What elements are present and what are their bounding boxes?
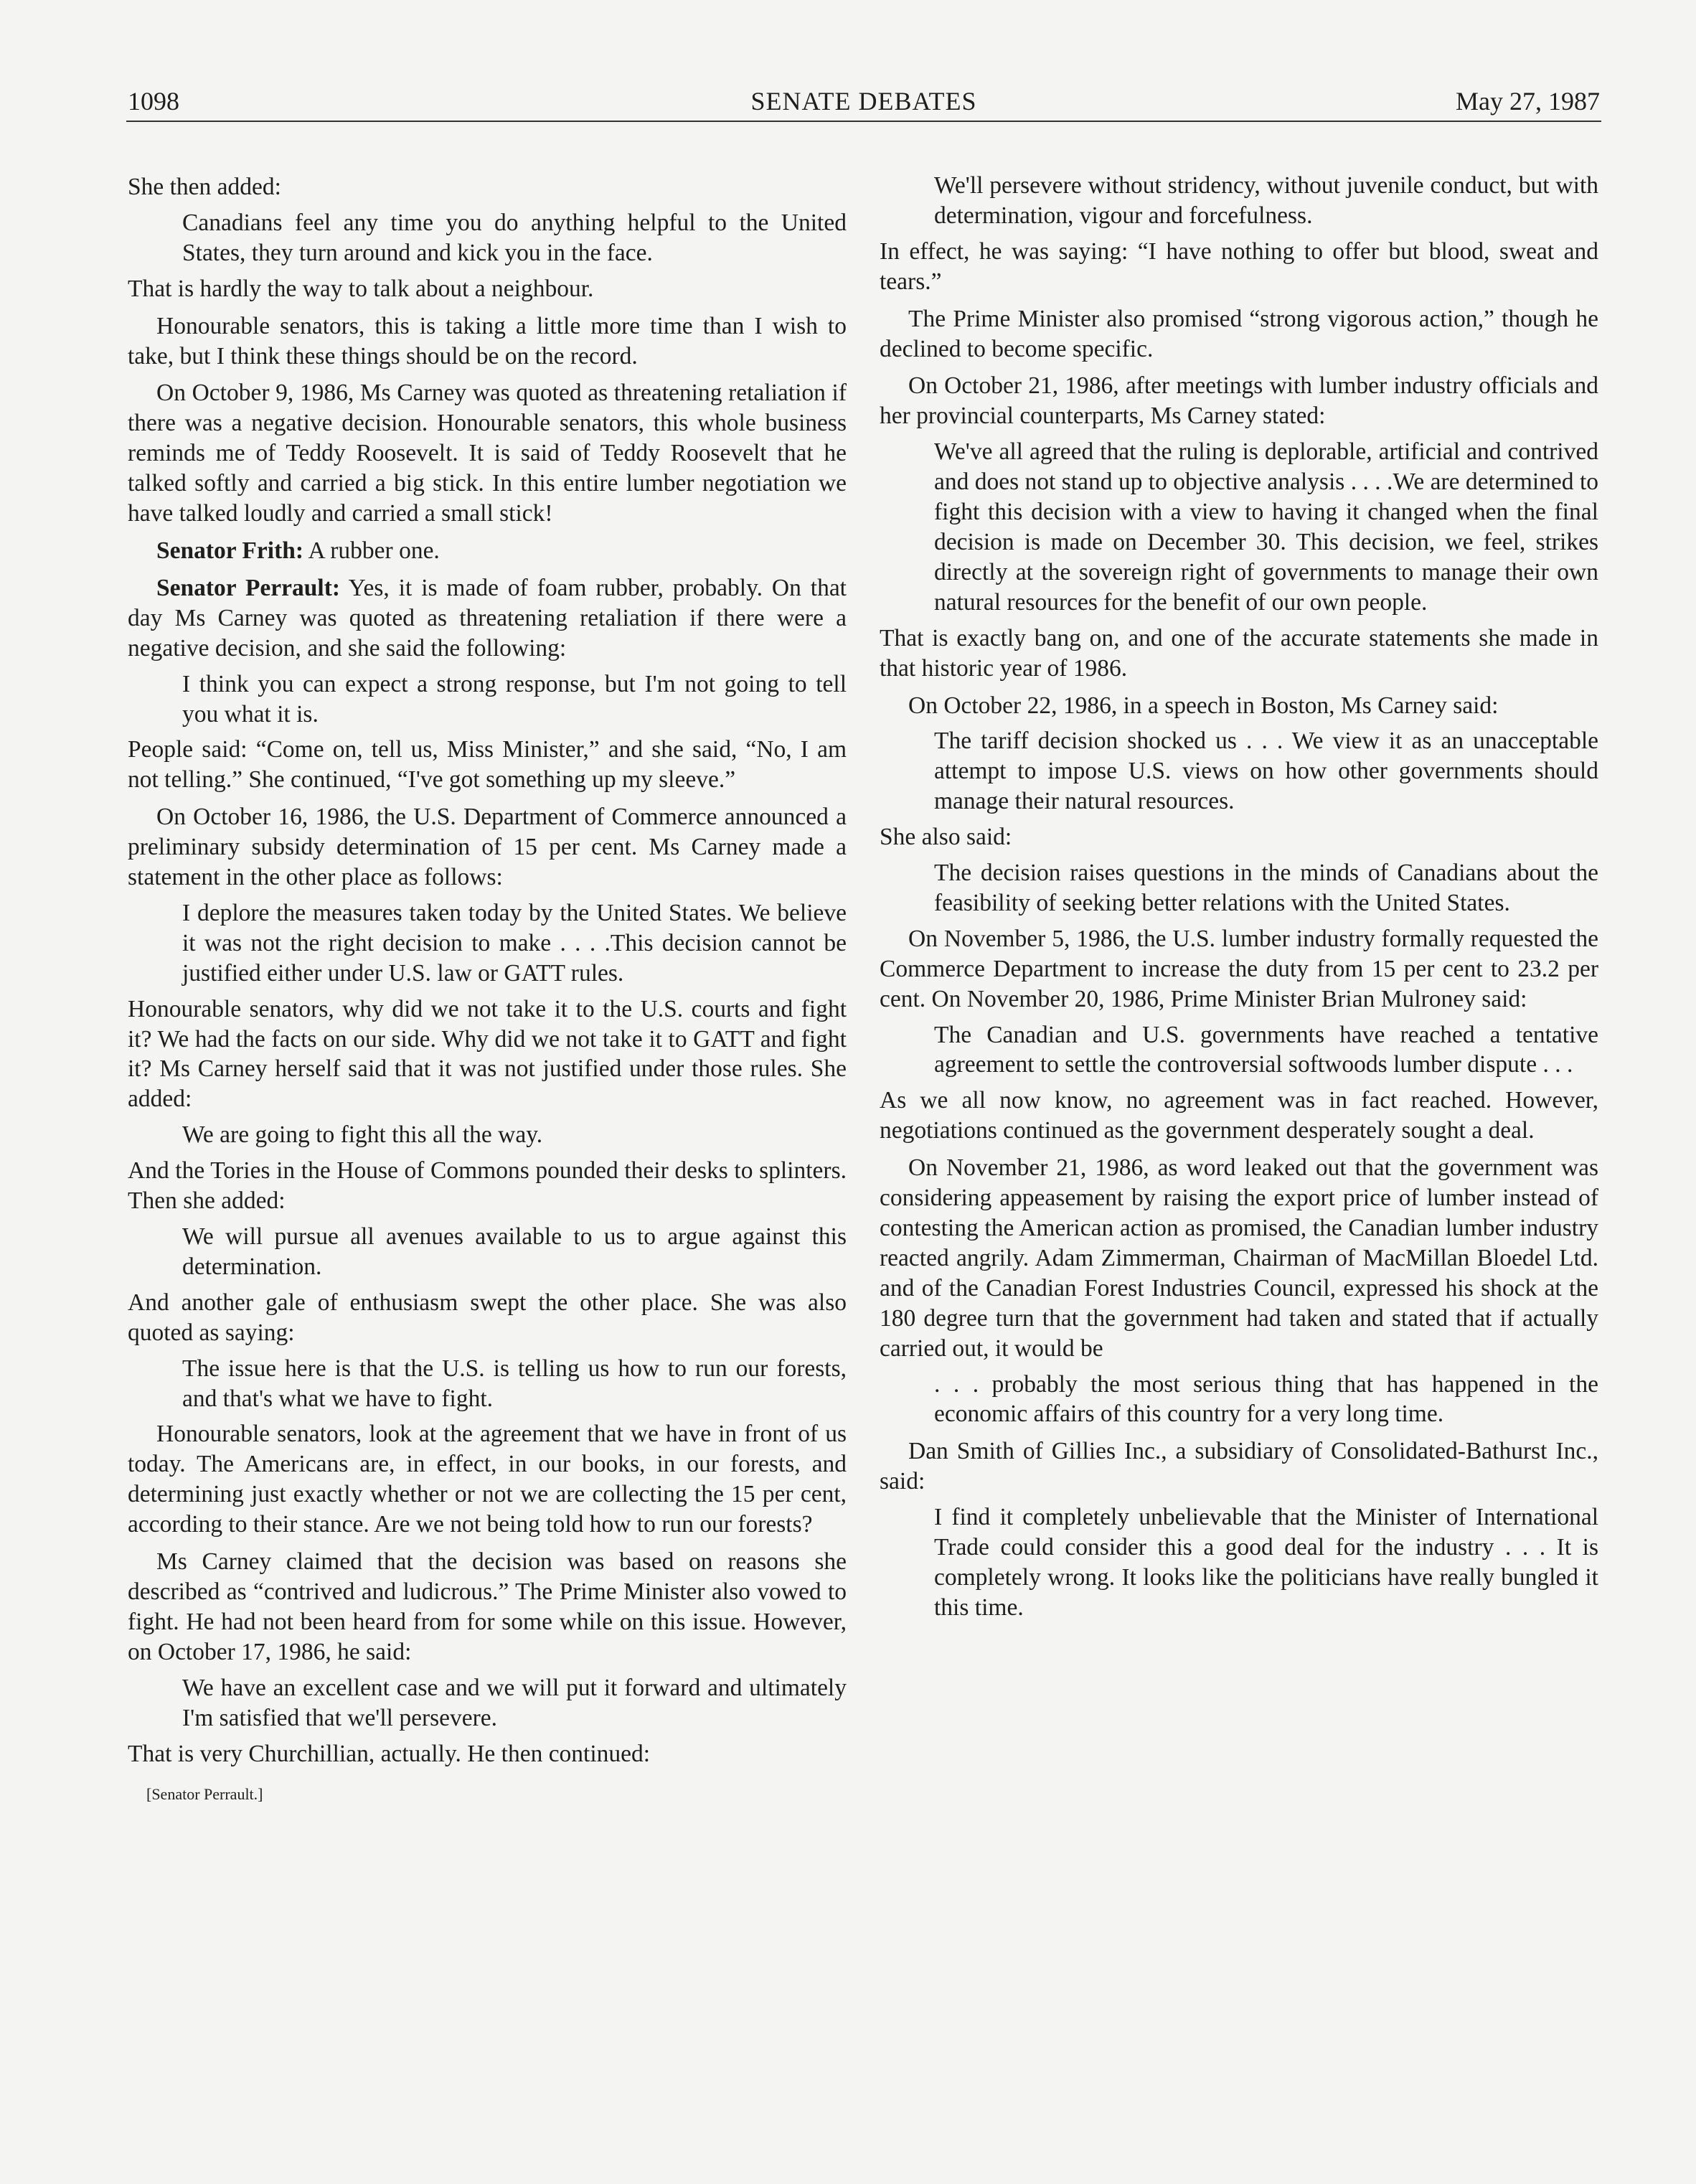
block-quote: . . . probably the most serious thing that has happened in the economic affairs of this country for a very long time. [934, 1370, 1598, 1428]
block-quote: We are going to fight this all the way. [182, 1121, 543, 1149]
paragraph: On October 16, 1986, the U.S. Department of Commerce announced a preliminary subsidy determination of 15 per cent. Ms Carney made a statement in the other place as follows: [128, 804, 847, 891]
block-quote: The tariff decision shocked us . . . We view it as an unacceptable attempt to impose U.S. views on how other governments should manage their natural resources. [934, 728, 1598, 815]
paragraph: And the Tories in the House of Commons pounded their desks to splinters. Then she added: [128, 1157, 847, 1215]
speaker-footnote: [Senator Perrault.] [146, 1785, 263, 1804]
block-quote: We have an excellent case and we will put it forward and ultimately I'm satisfied that we'll persevere. [182, 1674, 847, 1731]
paragraph: Honourable senators, this is taking a little more time than I wish to take, but I think these things should be on the record. [128, 312, 847, 370]
speaker-paragraph [128, 536, 847, 566]
block-quote: The issue here is that the U.S. is telling us how to run our forests, and that's what we have to fight. [182, 1355, 847, 1412]
paragraph: Honourable senators, look at the agreement that we have in front of us today. The Americans are, in effect, in our books, in our forests, and determining just exactly whether or not we are collecting the 15 per cent, according to their stance. Are we not being told how to run our forests? [128, 1421, 847, 1538]
block-quote: We'll persevere without stridency, without juvenile conduct, but with determination, vigour and forcefulness. [934, 172, 1598, 229]
paragraph: As we all now know, no agreement was in fact reached. However, negotiations continued as the government desperately sought a deal. [880, 1087, 1598, 1144]
paragraph: In effect, he was saying: “I have nothing to offer but blood, sweat and tears.” [880, 237, 1598, 295]
paragraph: Ms Carney claimed that the decision was based on reasons she described as “contrived and ludicrous.” The Prime Minister also vowed to fight. He had not been heard from for some while on this issue. However, on October 17, 1986, he said: [128, 1548, 847, 1665]
speaker-name: Senator Frith: [156, 537, 304, 564]
right-column [880, 171, 1598, 1629]
page-number: 1098 [128, 87, 179, 116]
publication-date: May 27, 1987 [1456, 87, 1600, 116]
block-quote: The decision raises questions in the minds of Canadians about the feasibility of seeking better relations with the United States. [934, 860, 1598, 916]
speaker-text: Yes, it is made of foam rubber, probably. On that day Ms Carney was quoted as threatening retaliation if there were a negative decision, and she said the following: [128, 574, 847, 662]
paragraph: Dan Smith of Gillies Inc., a subsidiary of Consolidated-Bathurst Inc., said: [880, 1438, 1598, 1495]
speaker-name: Senator Perrault: [156, 574, 341, 601]
speaker-paragraph [128, 573, 847, 664]
paragraph: That is very Churchillian, actually. He then continued: [128, 1740, 651, 1767]
paragraph: She also said: [880, 824, 1012, 851]
paragraph: People said: “Come on, tell us, Miss Minister,” and she said, “No, I am not telling.” She continued, “I've got something up my sleeve.” [128, 736, 847, 794]
page-header [126, 85, 1601, 122]
paragraph: That is hardly the way to talk about a neighbour. [128, 275, 594, 302]
paragraph: On November 21, 1986, as word leaked out that the government was considering appeasement by raising the export price of lumber instead of contesting the American action as promised, the Canadian lumber industry reacted angrily. Adam Zimmerman, Chairman of MacMillan Bloedel Ltd. and of the Canadian Forest Industries Council, expressed his shock at the 180 degree turn that the government had taken and stated that if actually carried out, it would be [880, 1154, 1598, 1362]
block-quote: We've all agreed that the ruling is deplorable, artificial and contrived and does not stand up to objective analysis . . . .We are determined to fight this decision with a view to having it changed when the final decision is made on December 30. This decision, we feel, strikes directly at the sovereign right of governments to manage their own natural resources for the benefit of our own people. [934, 438, 1598, 616]
paragraph: On October 21, 1986, after meetings with lumber industry officials and her provincial counterparts, Ms Carney stated: [880, 372, 1598, 430]
paragraph: That is exactly bang on, and one of the accurate statements she made in that historic year of 1986. [880, 624, 1598, 682]
block-quote: Canadians feel any time you do anything helpful to the United States, they turn around and kick you in the face. [182, 209, 847, 266]
block-quote: I find it completely unbelievable that the Minister of International Trade could consider this a good deal for the industry . . . It is completely wrong. It looks like the politicians have really bungled it this time. [934, 1504, 1598, 1621]
paragraph: On November 5, 1986, the U.S. lumber industry formally requested the Commerce Department to increase the duty from 15 per cent to 23.2 per cent. On November 20, 1986, Prime Minister Brian Mulroney said: [880, 925, 1598, 1012]
speaker-text: A rubber one. [303, 537, 440, 564]
block-quote: The Canadian and U.S. governments have reached a tentative agreement to settle the controversial softwoods lumber dispute . . . [934, 1021, 1598, 1078]
paragraph: She then added: [128, 174, 281, 200]
paragraph: On October 22, 1986, in a speech in Boston, Ms Carney said: [908, 692, 1499, 719]
publication-title: SENATE DEBATES [750, 87, 977, 116]
block-quote: I think you can expect a strong response, but I'm not going to tell you what it is. [182, 670, 847, 728]
paragraph: Honourable senators, why did we not take it to the U.S. courts and fight it? We had the facts on our side. Why did we not take it to GATT and fight it? Ms Carney herself said that it was not justified under those rules. She added: [128, 995, 847, 1113]
paragraph: And another gale of enthusiasm swept the other place. She was also quoted as saying: [128, 1289, 847, 1346]
paragraph: On October 9, 1986, Ms Carney was quoted as threatening retaliation if there was a negative decision. Honourable senators, this whole business reminds me of Teddy Roosevelt. It is said of Teddy Roosevelt that he talked softly and carried a big stick. In this entire lumber negotiation we have talked loudly and carried a small stick! [128, 380, 847, 527]
block-quote: I deplore the measures taken today by the United States. We believe it was not the right decision to make . . . .This decision cannot be justified either under U.S. law or GATT rules. [182, 899, 847, 987]
left-column [128, 172, 847, 1804]
paragraph: The Prime Minister also promised “strong vigorous action,” though he declined to become specific. [880, 305, 1598, 362]
block-quote: We will pursue all avenues available to us to argue against this determination. [182, 1223, 847, 1280]
